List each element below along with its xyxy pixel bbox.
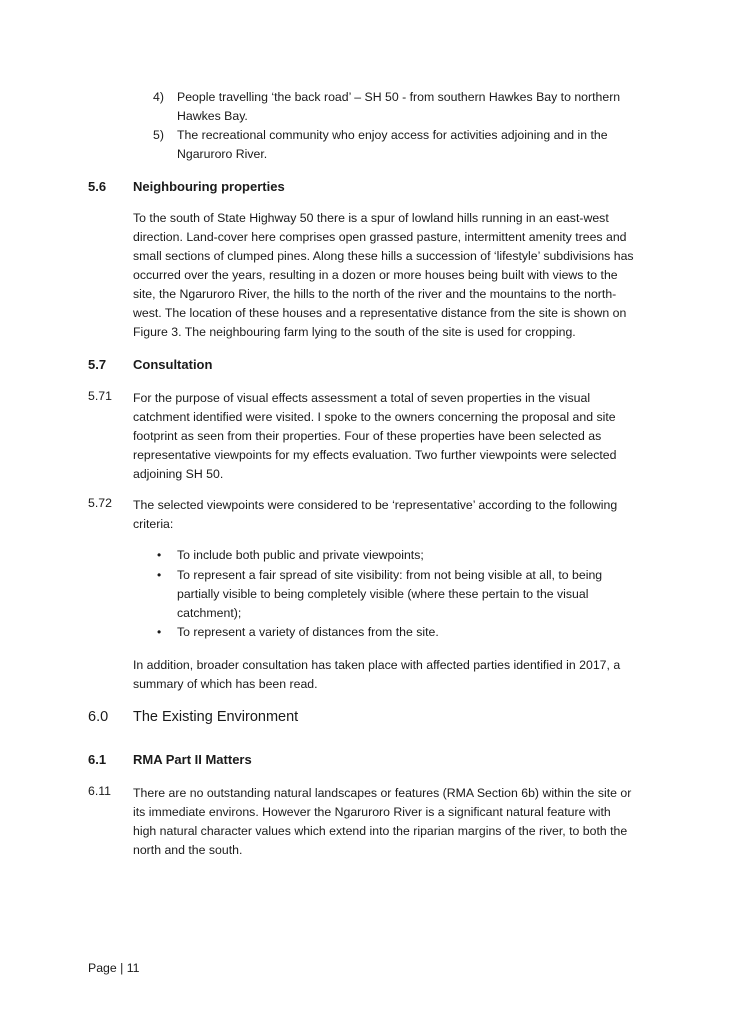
- bullet-marker: •: [157, 568, 162, 582]
- list-line: Hawkes Bay.: [177, 109, 248, 123]
- paragraph-line: criteria:: [133, 517, 174, 531]
- chapter-heading: The Existing Environment: [133, 709, 299, 725]
- paragraph-line: north and the south.: [133, 843, 243, 857]
- bullet-line: partially visible to being completely visible (where these pertain to the visual: [177, 587, 589, 601]
- section-number: 5.6: [88, 179, 107, 194]
- paragraph-line: summary of which has been read.: [133, 677, 318, 691]
- paragraph-number: 5.72: [88, 496, 112, 510]
- section-number: 6.1: [88, 752, 107, 767]
- paragraph-line: occurred over the years, resulting in a dozen or more houses being built with views to the: [133, 268, 618, 282]
- paragraph-line: Figure 3. The neighbouring farm lying to the south of the site is used for cropping.: [133, 325, 576, 339]
- paragraph-line: To the south of State Highway 50 there is a spur of lowland hills running in an east-west: [133, 211, 609, 225]
- list-line: The recreational community who enjoy access for activities adjoining and in the: [177, 128, 608, 142]
- paragraph-line: representative viewpoints for my effects evaluation. Two further viewpoints were selected: [133, 448, 617, 462]
- paragraph-number: 6.11: [88, 784, 112, 798]
- paragraph-line: high natural character values which extend into the riparian margins of the river, to both the: [133, 824, 628, 838]
- list-number: 5): [153, 128, 164, 142]
- bullet-line: To represent a fair spread of site visibility: from not being visible at all, to being: [177, 568, 603, 582]
- bullet-line: To include both public and private viewpoints;: [177, 548, 424, 562]
- paragraph-number: 5.71: [88, 389, 112, 403]
- paragraph-line: footprint as seen from their properties. Four of these properties have been selected as: [133, 429, 602, 443]
- paragraph-line: small sections of clumped pines. Along these hills a succession of ‘lifestyle’ subdivisions has: [133, 249, 634, 263]
- page-number-footer: Page | 11: [88, 961, 140, 975]
- list-line: People travelling ‘the back road’ – SH 50 - from southern Hawkes Bay to northern: [177, 90, 621, 104]
- paragraph-line: In addition, broader consultation has taken place with affected parties identified in 2017, a: [133, 658, 621, 672]
- paragraph-line: site, the Ngaruroro River, the hills to the north of the river and the mountains to the north-: [133, 287, 617, 301]
- paragraph-line: direction. Land-cover here comprises open grassed pasture, intermittent amenity trees and: [133, 230, 627, 244]
- section-number: 5.7: [88, 357, 107, 372]
- paragraph-line: west. The location of these houses and a representative distance from the site is shown on: [133, 306, 627, 320]
- bullet-marker: •: [157, 625, 162, 639]
- paragraph-line: catchment identified were visited. I spoke to the owners concerning the proposal and site: [133, 410, 616, 424]
- section-heading: Neighbouring properties: [133, 179, 285, 194]
- paragraph-line: its immediate environs. However the Ngaruroro River is a significant natural feature with: [133, 805, 611, 819]
- paragraph-line: adjoining SH 50.: [133, 467, 224, 481]
- bullet-line: catchment);: [177, 606, 242, 620]
- list-number: 4): [153, 90, 164, 104]
- bullet-marker: •: [157, 548, 162, 562]
- section-heading: Consultation: [133, 357, 213, 372]
- chapter-number: 6.0: [88, 709, 109, 725]
- paragraph-line: There are no outstanding natural landscapes or features (RMA Section 6b) within the site or: [133, 786, 632, 800]
- paragraph-line: The selected viewpoints were considered to be ‘representative’ according to the following: [133, 498, 618, 512]
- bullet-line: To represent a variety of distances from the site.: [177, 625, 439, 639]
- list-line: Ngaruroro River.: [177, 147, 268, 161]
- section-heading: RMA Part II Matters: [133, 752, 252, 767]
- paragraph-line: For the purpose of visual effects assessment a total of seven properties in the visual: [133, 391, 591, 405]
